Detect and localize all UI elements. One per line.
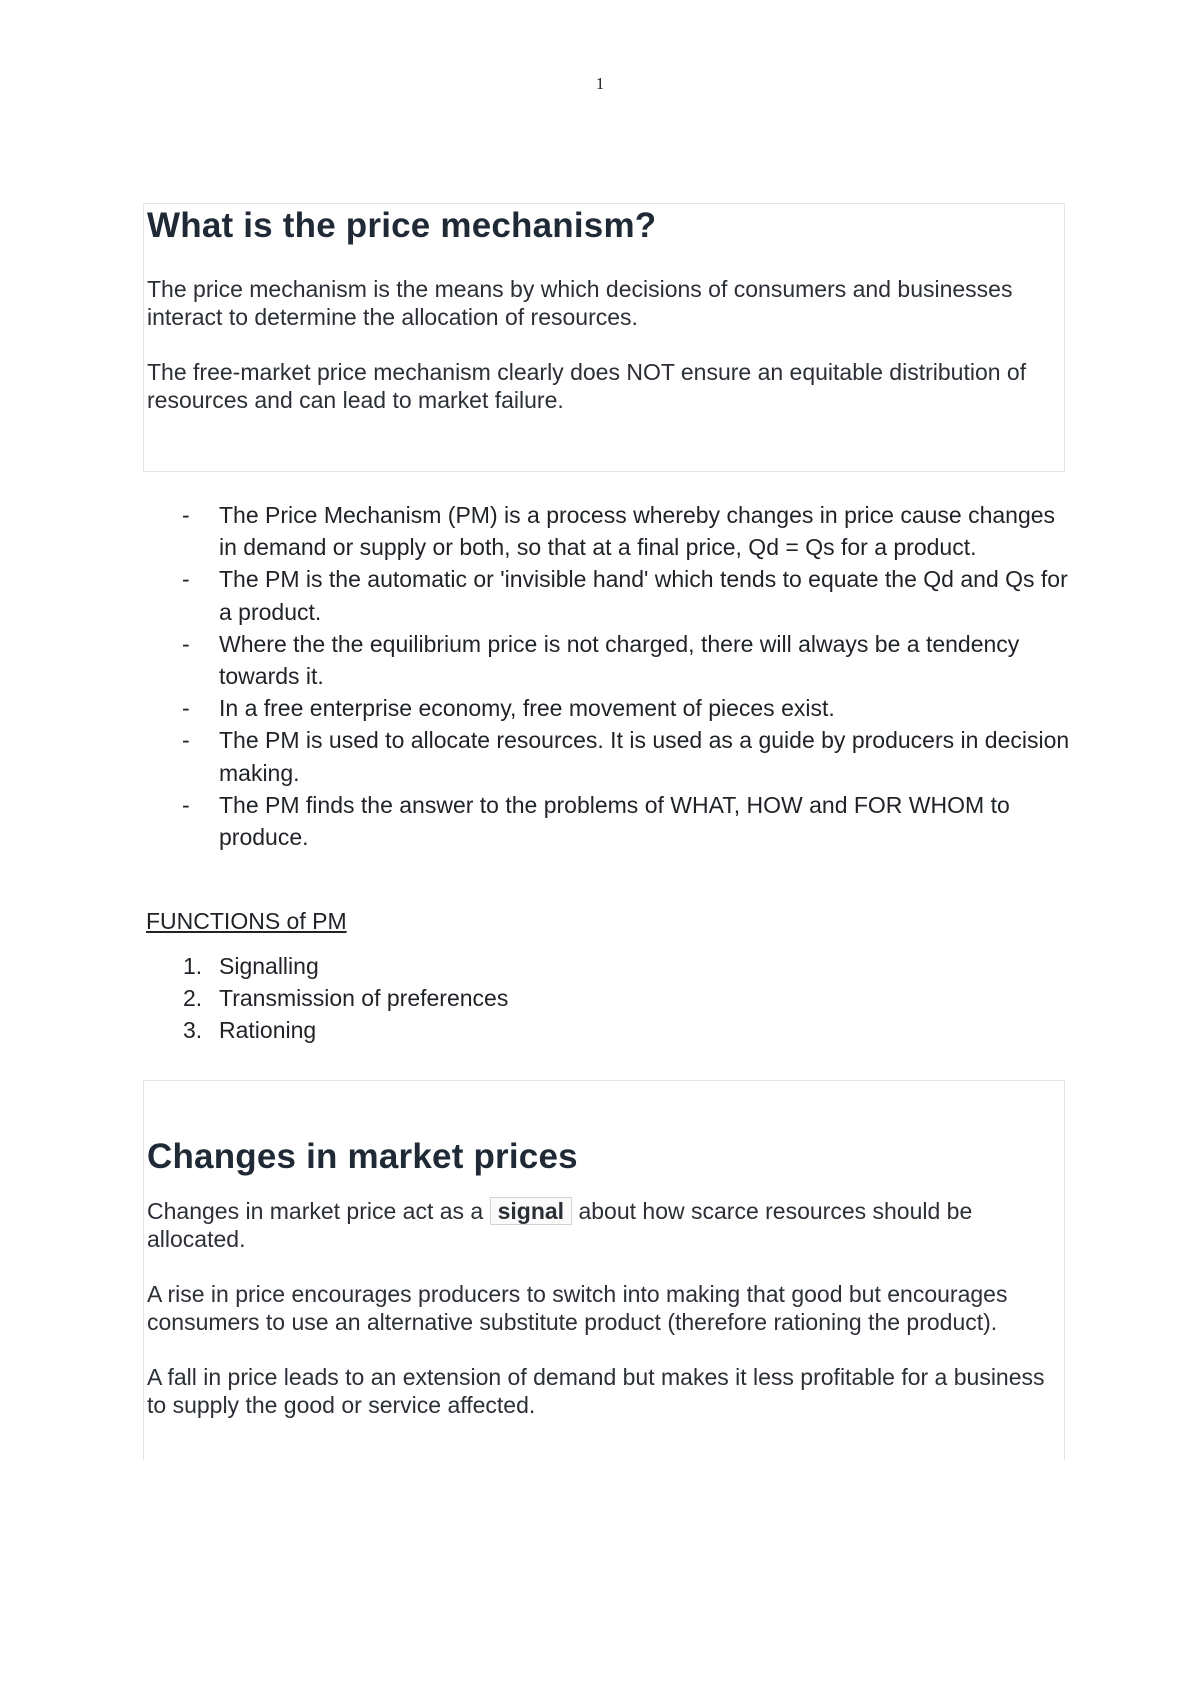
- list-item-text: The Price Mechanism (PM) is a process whereby changes in price cause changes in demand or supply or both, so that at a final price, Qd = Qs for a product.: [219, 502, 1056, 561]
- paragraph-price-rise: A rise in price encourages producers to switch into making that good but encourages consumers to use an alternative substitute product (therefore rationing the product).: [147, 1281, 1008, 1335]
- list-item-text: Rationing: [219, 1017, 317, 1044]
- functions-list: [180, 950, 508, 1047]
- list-item-text: Transmission of preferences: [219, 985, 509, 1012]
- list-item-text: The PM is the automatic or 'invisible hand' which tends to equate the Qd and Qs for a product.: [219, 566, 1068, 625]
- paragraph-market-failure: The free-market price mechanism clearly does NOT ensure an equitable distribution of resources and can lead to market failure.: [147, 359, 1027, 413]
- functions-heading: FUNCTIONS of PM: [146, 908, 347, 934]
- list-item: [180, 982, 508, 1014]
- bullet-marker: -: [182, 791, 190, 818]
- bullet-list: [180, 499, 1070, 853]
- list-item: [180, 1014, 508, 1046]
- list-number: 3.: [183, 1017, 203, 1044]
- page-number: 1: [595, 74, 605, 93]
- list-number: 2.: [183, 985, 203, 1012]
- list-item-text: The PM is used to allocate resources. It is used as a guide by producers in decision making.: [219, 727, 1070, 786]
- paragraph-price-fall: A fall in price leads to an extension of demand but makes it less profitable for a business to supply the good or service affected.: [147, 1364, 1045, 1418]
- signal-text-before: Changes in market price act as a: [147, 1198, 484, 1224]
- paragraph-definition: The price mechanism is the means by which decisions of consumers and businesses interact to determine the allocation of resources.: [147, 276, 1013, 330]
- list-item: [180, 950, 508, 982]
- paragraph-signal: [147, 1197, 1061, 1253]
- bullet-marker: -: [182, 502, 190, 528]
- list-item: [180, 499, 1070, 563]
- bullet-marker: -: [182, 630, 190, 657]
- bullet-marker: -: [182, 727, 190, 754]
- list-item-text: Signalling: [219, 953, 319, 979]
- signal-text-after: about how scarce resources should be allocated.: [147, 1198, 973, 1252]
- section-title-price-mechanism: What is the price mechanism?: [147, 206, 657, 245]
- section-title-market-prices: Changes in market prices: [147, 1137, 578, 1176]
- list-number: 1.: [183, 953, 203, 979]
- signal-keyword: signal: [490, 1197, 572, 1225]
- list-item-text: Where the the equilibrium price is not charged, there will always be a tendency towards it.: [219, 630, 1020, 690]
- market-prices-box: [143, 1080, 1065, 1460]
- list-item: [180, 563, 1070, 627]
- price-mechanism-box: [143, 203, 1065, 472]
- list-item-text: In a free enterprise economy, free movement of pieces exist.: [219, 695, 835, 722]
- list-item-text: The PM finds the answer to the problems of WHAT, HOW and FOR WHOM to produce.: [219, 791, 1010, 851]
- list-item: [180, 789, 1070, 853]
- bullet-marker: -: [182, 695, 190, 722]
- list-item: [180, 724, 1070, 788]
- list-item: [180, 628, 1070, 692]
- list-item: [180, 692, 1070, 724]
- bullet-marker: -: [182, 566, 190, 593]
